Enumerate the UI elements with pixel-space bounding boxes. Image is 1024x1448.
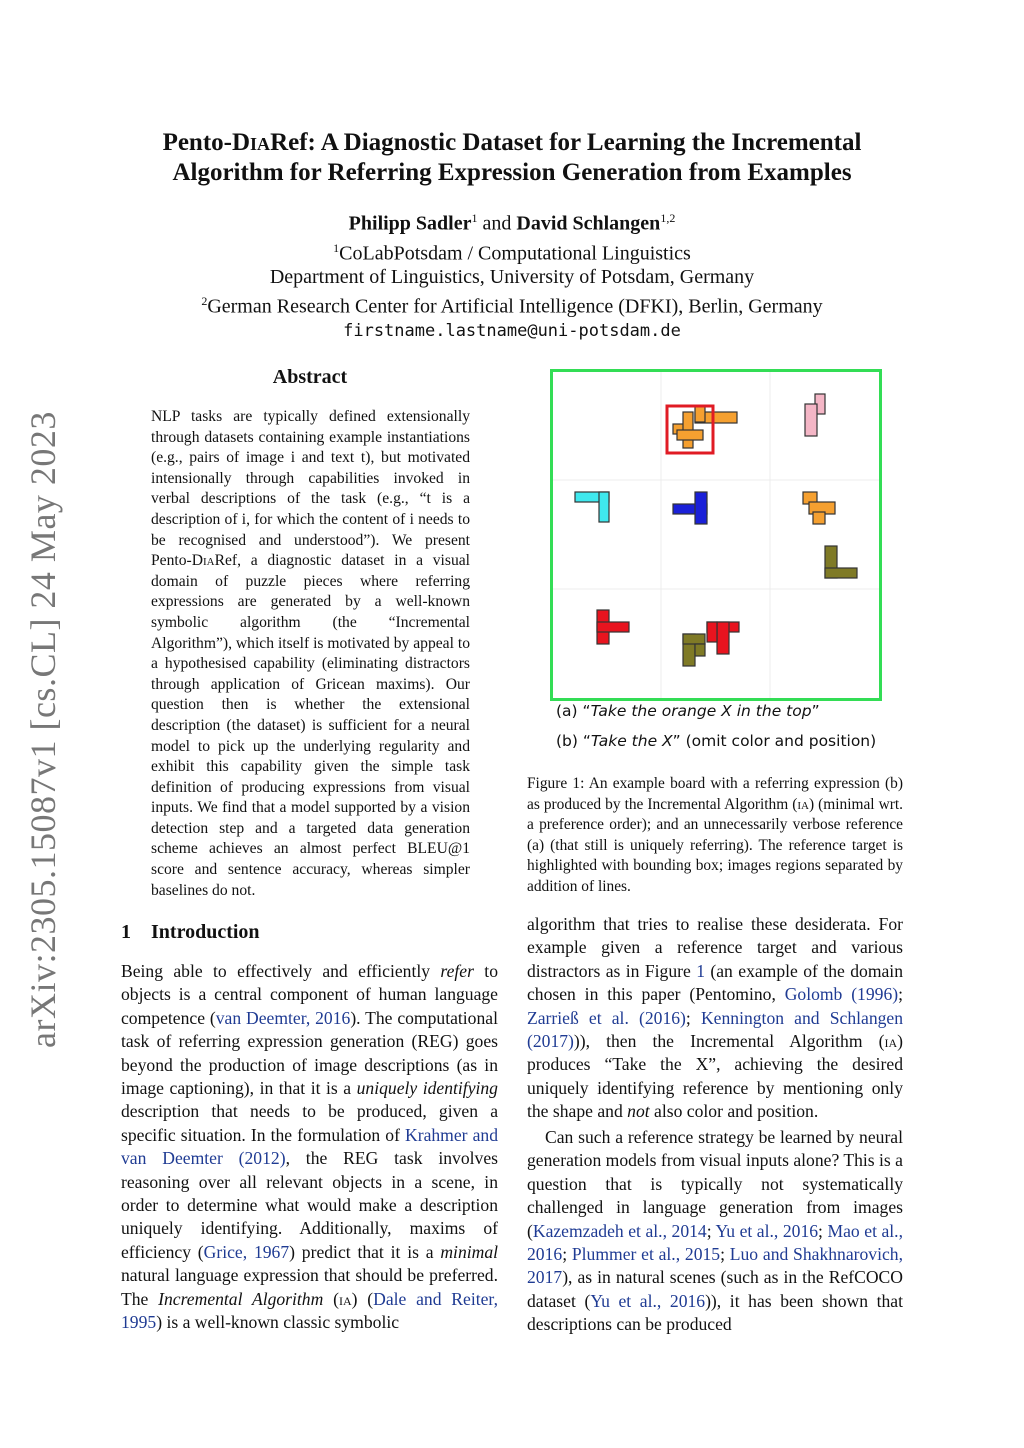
citation-link[interactable]: Plummer et al., 2015 [571,1244,721,1265]
citation-link[interactable]: van Deemter, 2016 [215,1007,351,1028]
intro-paragraph: Being able to effectively and efficiently refer to objects is a central component of human language competence (van Deemter, 2016). The computational task of referring expression generation (REG) goes beyond the production of image descriptions (as in image captioning), in that it is a uniquely identifying description that needs to be produced, given a specific situation. In the formulation of Krahmer and van Deemter (2012), the REG task involves reasoning over all relevant objects in a scene, in order to determine what would make a description uniquely identifying. Additionally, maxims of efficiency (Grice, 1967) predict that it is a minimal natural language expression that should be preferred. The Incremental Algorithm (ia) (Dale and Reiter, 1995) is a well-known classic symbolic [121,961,499,1333]
right-paragraph-1: algorithm that tries to realise these desiderata. For example given a reference target and various distractors as in Figure 1 (an example of the domain chosen in this paper (Pentomino, Golomb (1996); Zarrieß et al. (2016); Kennington and Schlangen (2017))), then the Incremental Algorithm (ia) produces “Take the X”, achieving the desired uniquely identifying reference by mentioning only the shape and not also color and position. [527,914,904,1122]
citation-link[interactable]: Kazemzadeh et al., 2014 [532,1220,707,1241]
abstract-text: NLP tasks are typically defined extensionally through datasets containing example instantiations (e.g., pairs of image i and text t), but motivated intensionally through capabilities invoked in verbal descriptions of the task (e.g., “t is a description of i, for which the content of i needs to be recognised and understood”). We present Pento-DiaRef, a diagnostic dataset in a visual domain of puzzle pieces where referring expressions are generated by a well-known symbolic algorithm (the “Incremental Algorithm”), which itself is motivated by appeal to a hypothesised capability (eliminating distractors through application of Gricean maxims). Our question then is whether the extensional description (the dataset) is sufficient for a neural model to pick up the underlying regularity and exhibit this capability given the simple task definition of producing expressions from visual inputs. We find that a model supported by a vision detection step and a targeted data generation scheme achieves an almost perfect BLEU@1 score and sentence accuracy, whereas simpler baselines do not. [151,408,470,899]
right-paragraph-2: Can such a reference strategy be learned by neural generation models from visual inputs alone? This is a question that is typically not systematically challenged in language generation from images (Kazemzadeh et al., 2014; Yu et al., 2016; Mao et al., 2016; Plummer et al., 2015; Luo and Shakhnarovich, 2017), as in natural scenes (such as in the RefCOCO dataset (Yu et al., 2016)), it has been shown that descriptions can be produced [527,1127,904,1335]
paper-title: Pento-DiaRef: A Diagnostic Dataset for Learning the Incremental Algorithm for Referring Expression Generation from Examples [162,129,862,186]
piece-red-left [597,610,629,644]
section-heading: 1 Introduction [121,921,260,943]
pentomino-board [550,369,882,701]
citation-link[interactable]: Yu et al., 2016 [715,1220,819,1241]
author-email: firstname.lastname@uni-potsdam.de [343,320,681,341]
piece-red-t [707,622,739,654]
citation-link[interactable]: Grice, 1967 [203,1241,290,1262]
citation-link[interactable]: Kennington and Schlangen (2017) [527,1007,904,1052]
citation-link[interactable]: Luo and Shakhnarovich, 2017 [527,1244,904,1288]
author-block: Philipp Sadler$^1$ and David Schlangen$^{1,2}$ $^1$CoLabPotsdam / Computational Linguistics Department of Linguistics, University of Potsdam, Germany $^2$German Research Center for Artificial Intelligence (DFKI), Berlin, Germany firstname.lastname@uni-potsdam.de [0,206,1024,343]
author-name: David Schlangen [516,212,661,235]
abstract-heading: Abstract [272,366,348,388]
piece-pink [805,394,825,436]
figure-ref-link[interactable]: 1 [696,960,705,981]
figure-subcaption-a: (a) “Take the orange X in the top” [556,702,820,720]
citation-link[interactable]: Mao et al., 2016 [527,1220,903,1265]
figure-subcaption-b: (b) “Take the X” (omit color and position) [556,732,877,750]
piece-orange-bar [695,406,737,423]
piece-olive-l [825,546,857,578]
piece-blue [673,492,707,524]
arxiv-identifier: arXiv:2305.15087v1 [cs.CL] 24 May 2023 [23,411,63,1048]
citation-link[interactable]: Zarrieß et al. (2016) [527,1007,686,1028]
figure-caption: Figure 1: An example board with a referring expression (b) as produced by the Incremental Algorithm (ia) (minimal wrt. a preference order); and an unnecessarily verbose reference (a) (that still is uniquely referring). The reference target is highlighted with bounding box; images regions separated by addition of lines. [527,775,903,895]
citation-link[interactable]: Golomb (1996) [784,984,899,1005]
author-name: Philipp Sadler [348,212,472,235]
piece-orange-small [803,492,835,524]
piece-olive-bottom [683,634,705,666]
citation-link[interactable]: Dale and Reiter, 1995 [121,1288,498,1333]
citation-link[interactable]: Krahmer and van Deemter (2012) [121,1124,498,1169]
piece-cyan [575,492,609,522]
citation-link[interactable]: Yu et al., 2016 [590,1290,706,1311]
board-canvas [553,372,879,698]
